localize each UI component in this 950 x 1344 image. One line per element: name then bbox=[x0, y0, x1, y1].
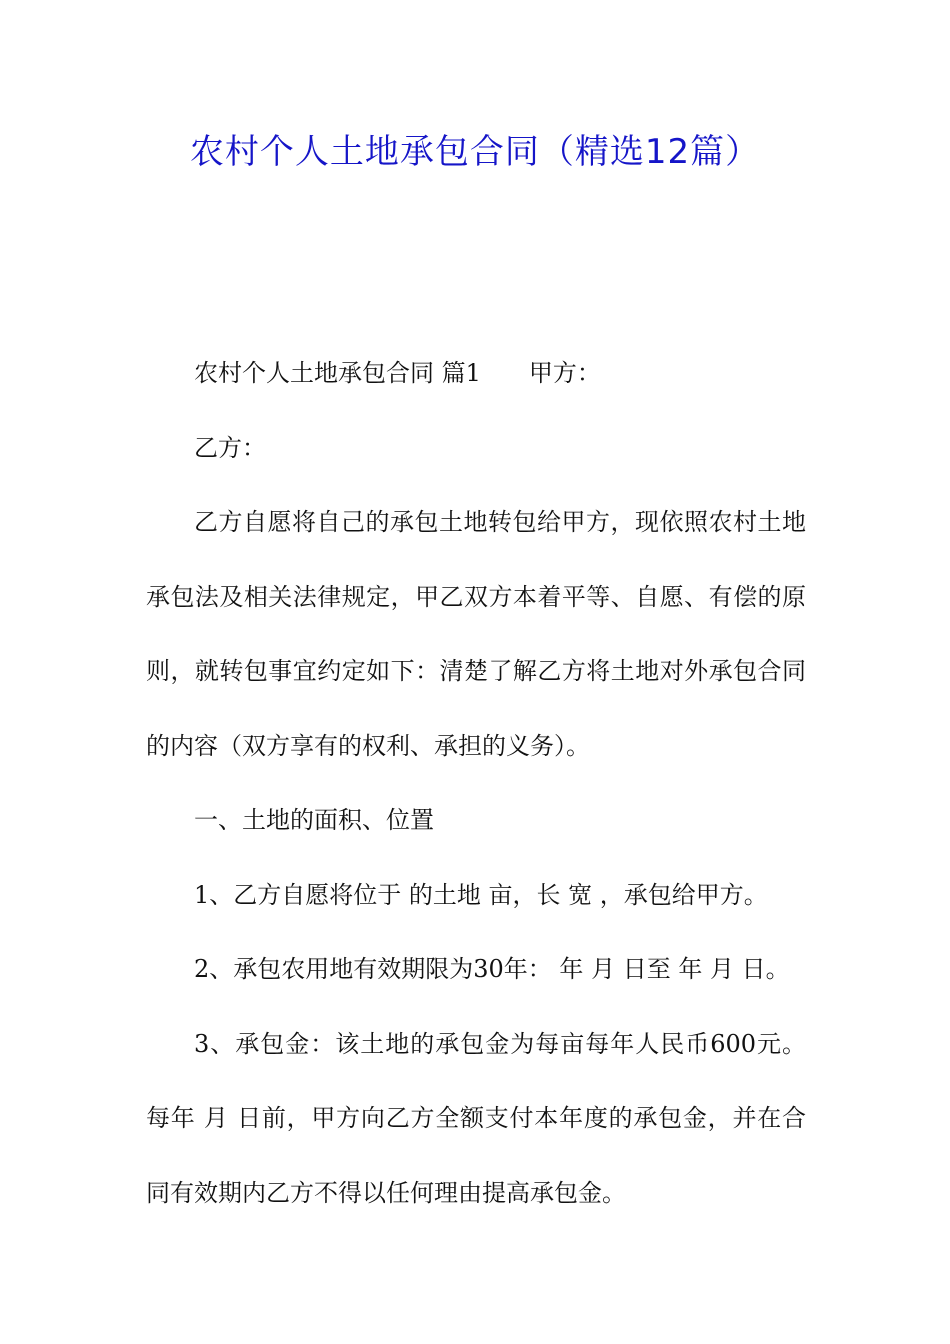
document-title: 农村个人土地承包合同（精选12篇） bbox=[189, 132, 761, 172]
paragraph-clause-3: 3、承包金：该土地的承包金为每亩每年人民币600元。每年 月 日前，甲方向乙方全额支付本年度的承包金，并在合同有效期内乙方不得以任何理由提高承包金。 bbox=[146, 1029, 806, 1207]
section-heading: 农村个人土地承包合同 篇1 bbox=[194, 359, 481, 387]
party-a-label: 甲方： bbox=[528, 359, 601, 387]
paragraph-intro: 乙方自愿将自己的承包土地转包给甲方，现依照农村土地承包法及相关法律规定，甲乙双方本着平等、自愿、有偿的原则，就转包事宜约定如下：清楚了解乙方将土地对外承包合同的内容（双方享有的权利、承担的义务）。 bbox=[146, 508, 806, 760]
paragraph-party-b: 乙方： bbox=[194, 433, 266, 462]
paragraph-clause-1: 1、乙方自愿将位于 的土地 亩，长 宽 ，承包给甲方。 bbox=[194, 880, 768, 909]
document-body bbox=[146, 336, 806, 1230]
paragraph-section-heading bbox=[146, 336, 806, 411]
paragraph-clause-2: 2、承包农用地有效期限为30年： 年 月 日至 年 月 日。 bbox=[194, 955, 790, 983]
paragraph-clause-heading: 一、土地的面积、位置 bbox=[194, 806, 434, 834]
